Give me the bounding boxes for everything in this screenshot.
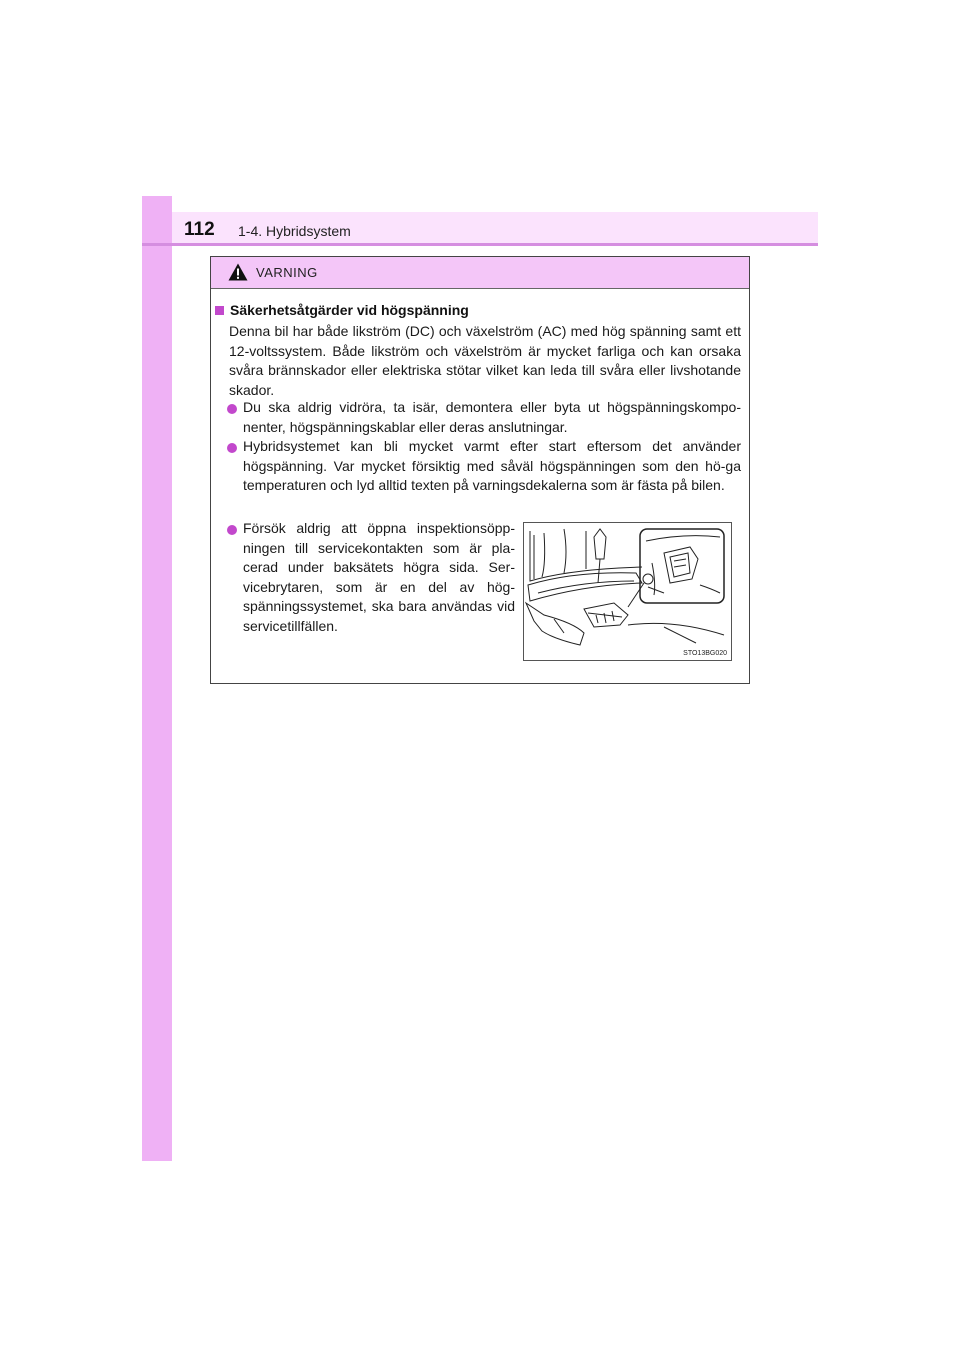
warning-triangle-icon (228, 263, 248, 281)
square-bullet-icon (215, 306, 224, 315)
bullet-item: Hybridsystemet kan bli mycket varmt efter start eftersom det använder högspänning. Var mycket försiktig med såväl högspänningen som den hö-ga temperaturen och lyd alltid texten på varningsdekalerna som är fästa på bilen. (243, 438, 741, 493)
figure-code: STO13BG020 (683, 650, 727, 657)
side-tab-band (142, 196, 172, 1161)
bullet-dot-icon (227, 443, 237, 453)
section-title: 1-4. Hybridsystem (238, 223, 351, 239)
warning-intro: Denna bil har både likström (DC) och växelström (AC) med hög spänning samt ett 12-voltssystem. Både likström och växelström är mycket farliga och kan orsaka svåra brännskador eller elektriska stötar vilket kan leda till svåra eller livshotande skador. (229, 323, 741, 398)
warning-subheading (215, 302, 469, 318)
bullet-item: Försök aldrig att öppna inspektionsöpp-ningen till servicekontakten som är pla-cerad under baksätets högra sida. Ser-vicebrytaren, som är en del av hög-spänningssystemet, ska bara användas vid servicetillfällen. (243, 520, 515, 634)
warning-box (210, 256, 750, 684)
service-plug-illustration (523, 522, 732, 661)
bullet-dot-icon (227, 525, 237, 535)
warning-header (211, 257, 749, 289)
seat-illustration (524, 523, 731, 660)
page-header (142, 0, 818, 245)
page-number: 112 (184, 219, 215, 240)
header-rule (142, 243, 818, 246)
bullet-item: Du ska aldrig vidröra, ta isär, demontera eller byta ut högspänningskompo-nenter, högspänningskablar eller deras anslutningar. (243, 399, 741, 435)
warning-title: VARNING (256, 265, 318, 280)
bullet-dot-icon (227, 404, 237, 414)
subheading-text: Säkerhetsåtgärder vid högspänning (230, 302, 469, 318)
